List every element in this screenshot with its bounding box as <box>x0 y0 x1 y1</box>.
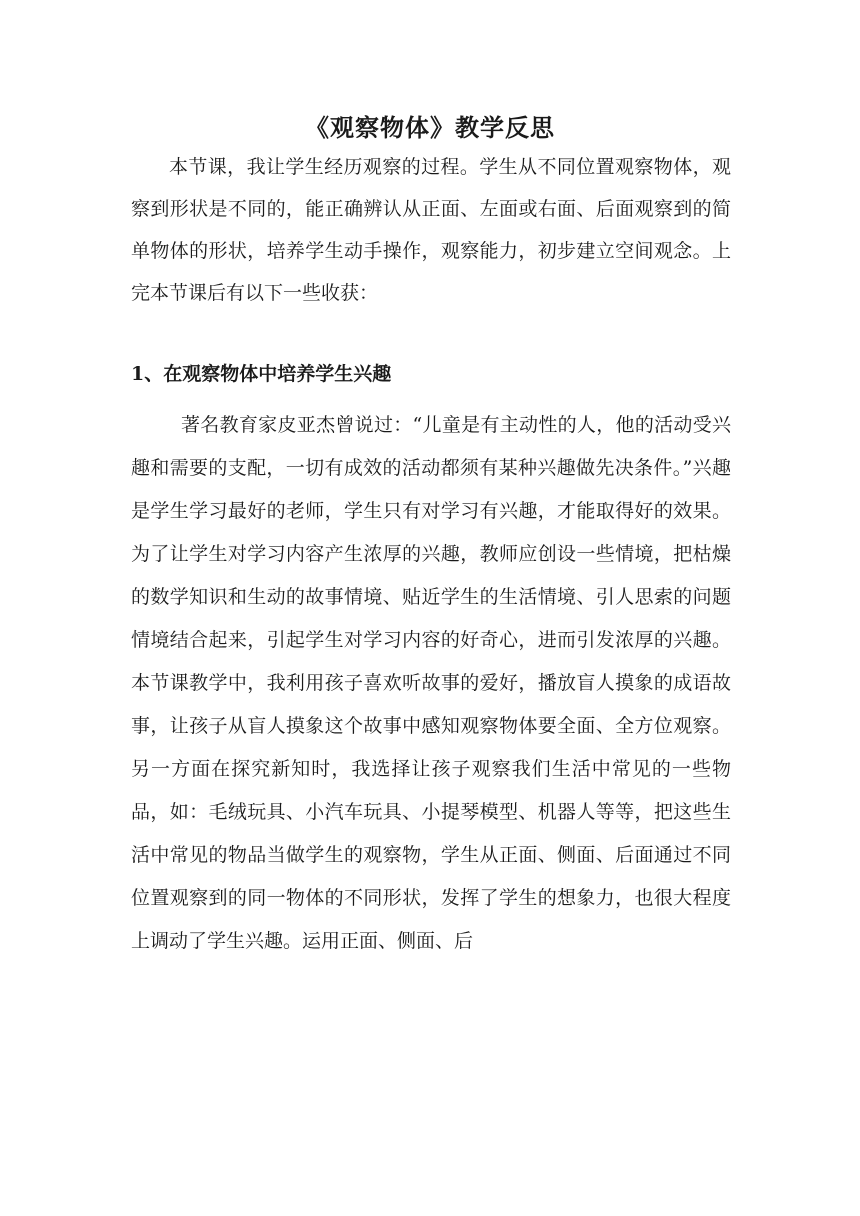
intro-paragraph: 本节课，我让学生经历观察的过程。学生从不同位置观察物体，观察到形状是不同的，能正确辨认从正面、左面或右面、后面观察到的简单物体的形状，培养学生动手操作，观察能力，初步建立空间观念。上完本节课后有以下一些收获： <box>131 156 731 304</box>
section-body-paragraph: 著名教育家皮亚杰曾说过：“儿童是有主动性的人，他的活动受兴趣和需要的支配，一切有成效的活动都须有某种兴趣做先决条件。”兴趣是学生学习最好的老师，学生只有对学习有兴趣，才能取得好的效果。为了让学生对学习内容产生浓厚的兴趣，教师应创设一些情境，把枯燥的数学知识和生动的故事情境、贴近学生的生活情境、引人思索的问题情境结合起来，引起学生对学习内容的好奇心，进而引发浓厚的兴趣。本节课教学中，我利用孩子喜欢听故事的爱好，播放盲人摸象的成语故事，让孩子从盲人摸象这个故事中感知观察物体要全面、全方位观察。另一方面在探究新知时，我选择让孩子观察我们生活中常见的一些物品，如：毛绒玩具、小汽车玩具、小提琴模型、机器人等等，把这些生活中常见的物品当做学生的观察物，学生从正面、侧面、后面通过不同位置观察到的同一物体的不同形状，发挥了学生的想象力，也很大程度上调动了学生兴趣。运用正面、侧面、后 <box>131 414 731 952</box>
document-title: 《观察物体》教学反思 <box>305 113 555 142</box>
section-heading: 1、在观察物体中培养学生兴趣 <box>131 363 392 385</box>
